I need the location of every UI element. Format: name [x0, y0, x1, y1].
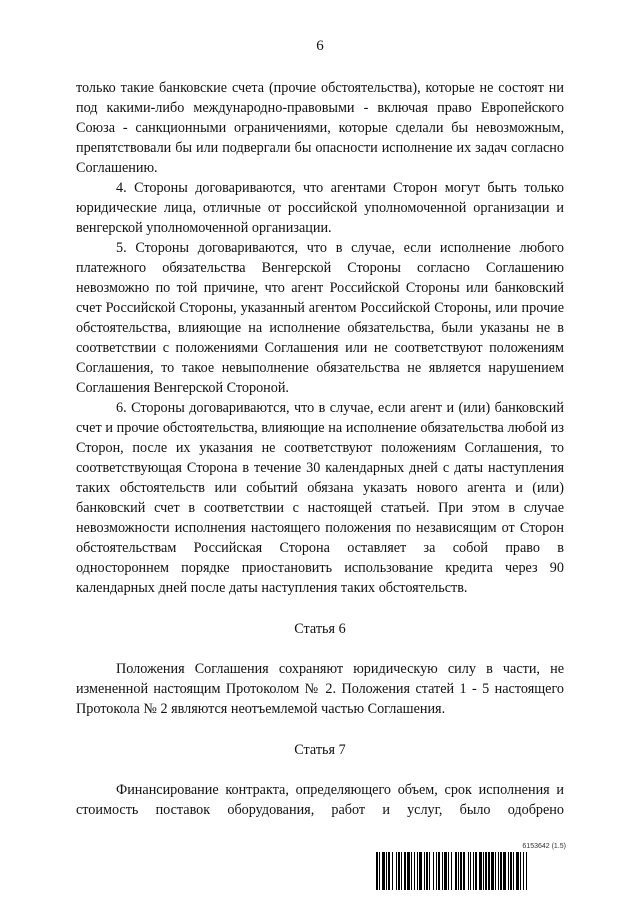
article-7-text: Финансирование контракта, определяющего объем, срок исполнения и стоимость поставок оборудования, работ и услуг, было одобрено: [76, 782, 564, 818]
paragraph-item-6: 6. Стороны договариваются, что в случае, если агент и (или) банковский счет и прочие обстоятельства, влияющие на исполнение обязательства любой из Сторон, после их указания не соответствуют положениям Соглашения, то соответствующая Сторона в течение 30 календарных дней с даты наступления таких обстоятельств или событий обязана указать нового агента и (или) банковский счет в соответствии с настоящей статьей. При этом в случае невозможности исполнения настоящего положения по независящим от Сторон обстоятельствам Российская Сторона оставляет за собой право в одностороннем порядке приостановить использование кредита через 90 календарных дней после даты наступления таких обстоятельств.: [76, 400, 564, 596]
paragraph-item-4: 4. Стороны договариваются, что агентами Сторон могут быть только юридические лица, отличные от российской уполномоченной организации и венгерской уполномоченной организации.: [76, 180, 564, 236]
page-number: 6: [316, 38, 324, 54]
paragraph-item-5: 5. Стороны договариваются, что в случае, если исполнение любого платежного обязательства Венгерской Стороны согласно Соглашению невозможно по той причине, что агент Российской Стороны или банковский счет Российской Стороны, указанный агентом Российской Стороны, или прочие обстоятельства, влияющие на исполнение обязательства, были указаны не в соответствии с положениями Соглашения или не соответствуют положениям Соглашения, то такое невыполнение обязательства не является нарушением Соглашения Венгерской Стороной.: [76, 240, 564, 396]
barcode-image: [376, 852, 582, 890]
article-6-text: Положения Соглашения сохраняют юридическую силу в части, не измененной настоящим Протоколом № 2. Положения статей 1 - 5 настоящего Протокола № 2 являются неотъемлемой частью Соглашения.: [76, 661, 564, 717]
article-7-heading: Статья 7: [294, 742, 346, 758]
barcode-code: 6153642 (1.5): [522, 843, 566, 850]
paragraph-continuation: только такие банковские счета (прочие обстоятельства), которые не состоят ни под какими-либо международно-правовыми - включая право Европейского Союза - санкционными ограничениями, которые сделали бы невозможным, препятствовали бы или подвергали бы опасности исполнение их задач согласно Соглашению.: [76, 80, 564, 176]
document-body: [76, 78, 564, 820]
article-6-heading: Статья 6: [294, 621, 346, 637]
barcode-block: [376, 843, 582, 890]
